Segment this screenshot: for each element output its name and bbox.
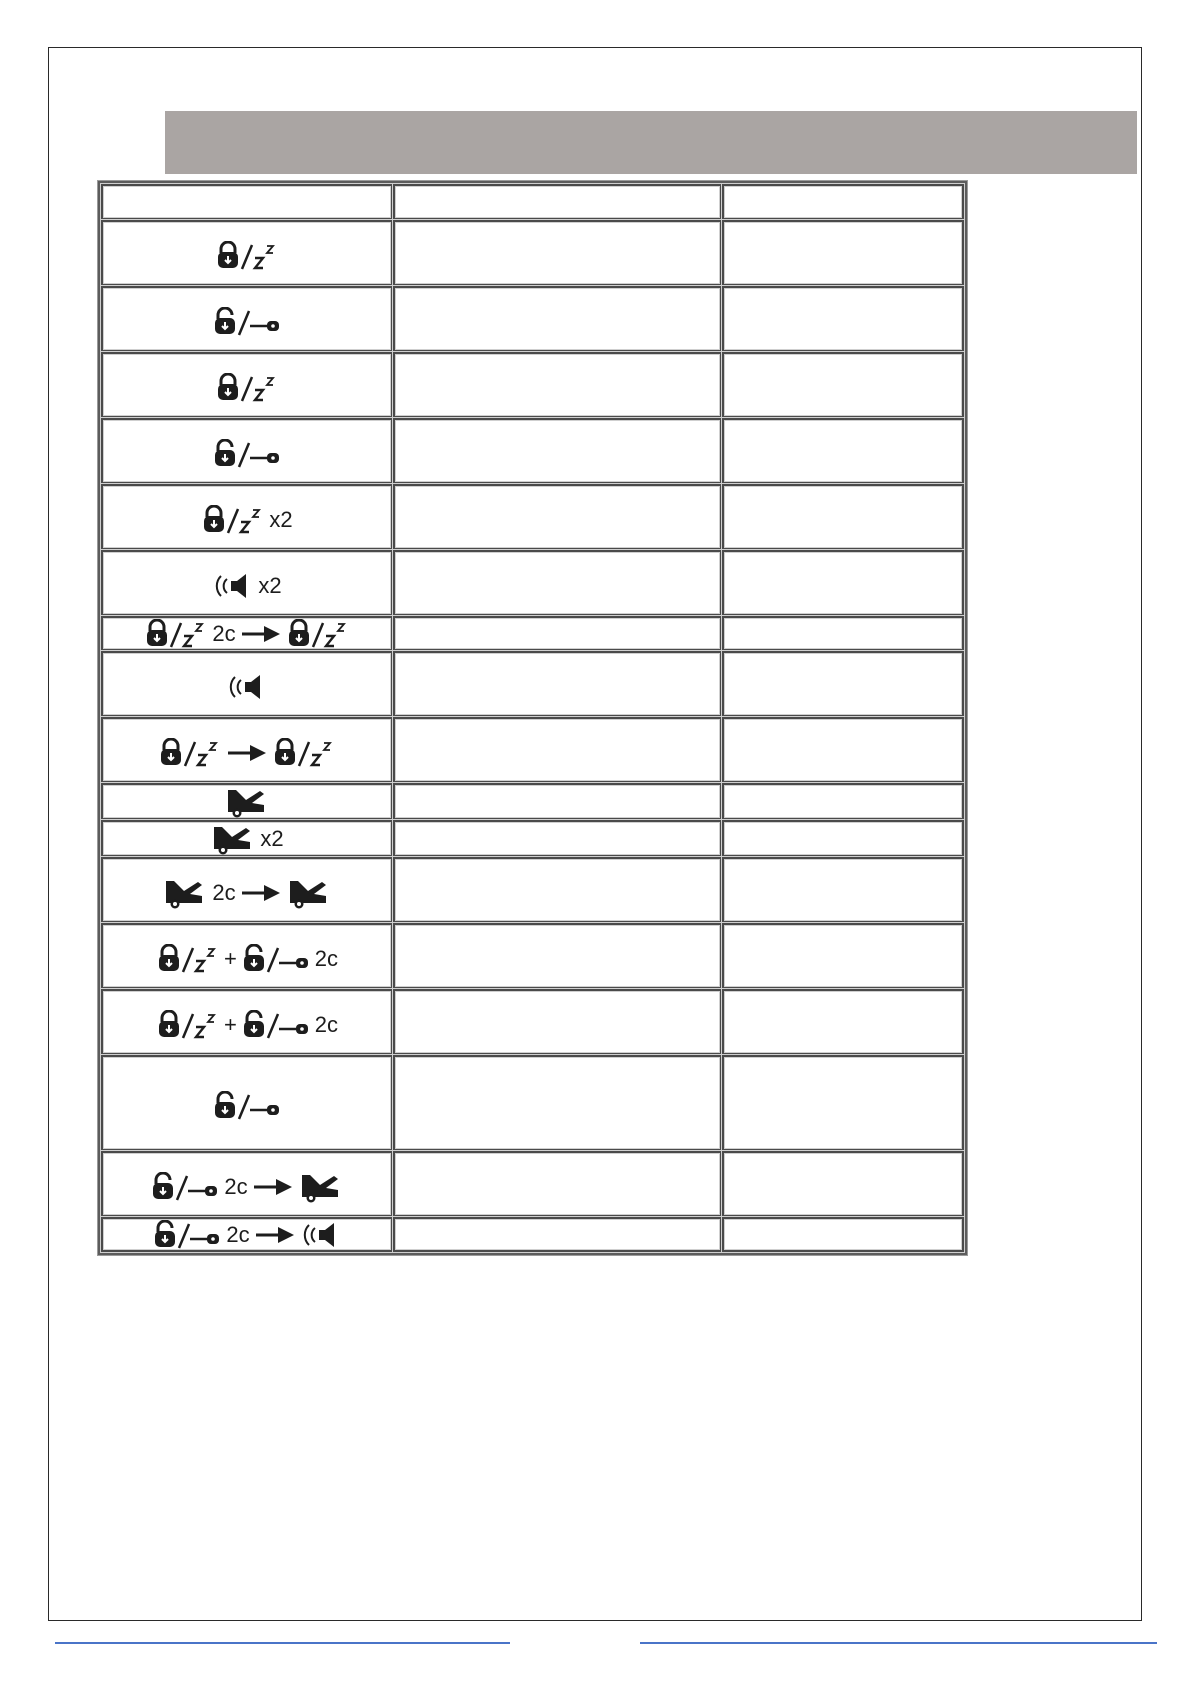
button-sequence (103, 354, 391, 416)
button-sequence (103, 552, 391, 614)
button-sequence (103, 785, 391, 818)
button-sequence-cell (101, 220, 393, 286)
button-sequence-cell (101, 651, 393, 717)
button-sequence-cell (101, 923, 393, 989)
unlock-key-icon (152, 1220, 222, 1250)
table-row (101, 286, 964, 352)
trunk-icon (286, 877, 332, 909)
unlock-key-icon (212, 1091, 282, 1121)
notes-cell (722, 1217, 964, 1252)
sequence-text: x2 (269, 507, 293, 532)
function-cell (393, 783, 722, 820)
button-sequence (103, 925, 391, 987)
notes-cell (722, 1151, 964, 1217)
button-sequence-cell (101, 1055, 393, 1151)
function-cell (393, 820, 722, 857)
lock-sleep-icon (215, 241, 279, 271)
siren-icon (226, 672, 268, 702)
table-row (101, 783, 964, 820)
lock-sleep-icon (215, 373, 279, 403)
notes-cell (722, 923, 964, 989)
footer-rule-right (640, 1642, 1157, 1644)
function-cell (393, 616, 722, 651)
notes-cell (722, 857, 964, 923)
sequence-text: 2c (212, 621, 236, 646)
button-sequence-cell (101, 418, 393, 484)
notes-cell (722, 616, 964, 651)
unlock-key-icon (241, 1010, 311, 1040)
function-cell (393, 220, 722, 286)
notes-cell (722, 418, 964, 484)
button-sequence (103, 1057, 391, 1149)
footer-rule-left (55, 1642, 510, 1644)
button-sequence-cell (101, 717, 393, 783)
button-sequence (103, 222, 391, 284)
sequence-text: x2 (260, 826, 284, 851)
trunk-icon (298, 1171, 344, 1203)
function-cell (393, 857, 722, 923)
button-sequence (103, 1153, 391, 1215)
section-header-bar (165, 111, 1137, 174)
table-row (101, 717, 964, 783)
lock-sleep-icon (156, 944, 220, 974)
table-row (101, 1055, 964, 1151)
function-cell (393, 484, 722, 550)
button-sequence-cell (101, 1151, 393, 1217)
trunk-icon (162, 877, 208, 909)
column-header-1 (101, 184, 393, 220)
button-sequence (103, 653, 391, 715)
notes-cell (722, 820, 964, 857)
siren-icon (212, 571, 254, 601)
unlock-key-icon (212, 439, 282, 469)
lock-sleep-icon (156, 1010, 220, 1040)
table-row (101, 550, 964, 616)
table-row (101, 484, 964, 550)
button-sequence (103, 822, 391, 855)
function-cell (393, 651, 722, 717)
table-row (101, 1151, 964, 1217)
unlock-key-icon (241, 944, 311, 974)
sequence-text: 2c (212, 880, 236, 905)
unlock-key-icon (150, 1172, 220, 1202)
notes-cell (722, 484, 964, 550)
notes-cell (722, 286, 964, 352)
function-cell (393, 1151, 722, 1217)
button-sequence-cell (101, 783, 393, 820)
button-sequence-cell (101, 484, 393, 550)
trunk-icon (210, 823, 256, 855)
notes-cell (722, 550, 964, 616)
table-row (101, 418, 964, 484)
table-row (101, 352, 964, 418)
sequence-text: 2c (224, 1174, 248, 1199)
function-cell (393, 923, 722, 989)
lock-sleep-icon (144, 619, 208, 649)
trunk-icon (224, 786, 270, 818)
table-row (101, 857, 964, 923)
table-row (101, 1217, 964, 1252)
button-function-table (98, 181, 967, 1255)
notes-cell (722, 1055, 964, 1151)
table-row (101, 820, 964, 857)
notes-cell (722, 717, 964, 783)
table-row (101, 923, 964, 989)
button-sequence (103, 719, 391, 781)
sequence-text: 2c (314, 946, 339, 971)
button-sequence-cell (101, 857, 393, 923)
unlock-key-icon (212, 307, 282, 337)
button-sequence (103, 486, 391, 548)
sequence-text: x2 (258, 573, 282, 598)
button-sequence-cell (101, 550, 393, 616)
function-cell (393, 286, 722, 352)
sequence-text: 2c (226, 1222, 250, 1247)
lock-sleep-icon (272, 738, 336, 768)
table-row (101, 220, 964, 286)
function-cell (393, 550, 722, 616)
notes-cell (722, 220, 964, 286)
table-row (101, 651, 964, 717)
button-sequence-cell (101, 286, 393, 352)
button-sequence (103, 618, 391, 649)
notes-cell (722, 783, 964, 820)
button-sequence (103, 859, 391, 921)
function-cell (393, 418, 722, 484)
button-sequence-cell (101, 989, 393, 1055)
button-sequence-cell (101, 1217, 393, 1252)
button-sequence (103, 1219, 391, 1250)
arrow-right-icon (254, 1224, 296, 1246)
button-sequence-cell (101, 820, 393, 857)
arrow-right-icon (252, 1176, 294, 1198)
function-cell (393, 1055, 722, 1151)
siren-icon (300, 1220, 342, 1250)
notes-cell (722, 352, 964, 418)
arrow-right-icon (240, 623, 282, 645)
function-cell (393, 352, 722, 418)
arrow-right-icon (240, 882, 282, 904)
notes-cell (722, 989, 964, 1055)
function-cell (393, 717, 722, 783)
button-sequence (103, 288, 391, 350)
button-sequence (103, 420, 391, 482)
button-sequence (103, 991, 391, 1053)
sequence-text: + (223, 1012, 237, 1037)
arrow-right-icon (226, 742, 268, 764)
sequence-text: + (223, 946, 237, 971)
sequence-text: 2c (314, 1012, 339, 1037)
button-sequence-cell (101, 616, 393, 651)
column-header-3 (722, 184, 964, 220)
button-sequence-cell (101, 352, 393, 418)
column-header-2 (393, 184, 722, 220)
lock-sleep-icon (286, 619, 350, 649)
function-cell (393, 989, 722, 1055)
lock-sleep-icon (201, 505, 265, 535)
table-header-row (101, 184, 964, 220)
function-cell (393, 1217, 722, 1252)
table-row (101, 616, 964, 651)
table-row (101, 989, 964, 1055)
lock-sleep-icon (158, 738, 222, 768)
notes-cell (722, 651, 964, 717)
